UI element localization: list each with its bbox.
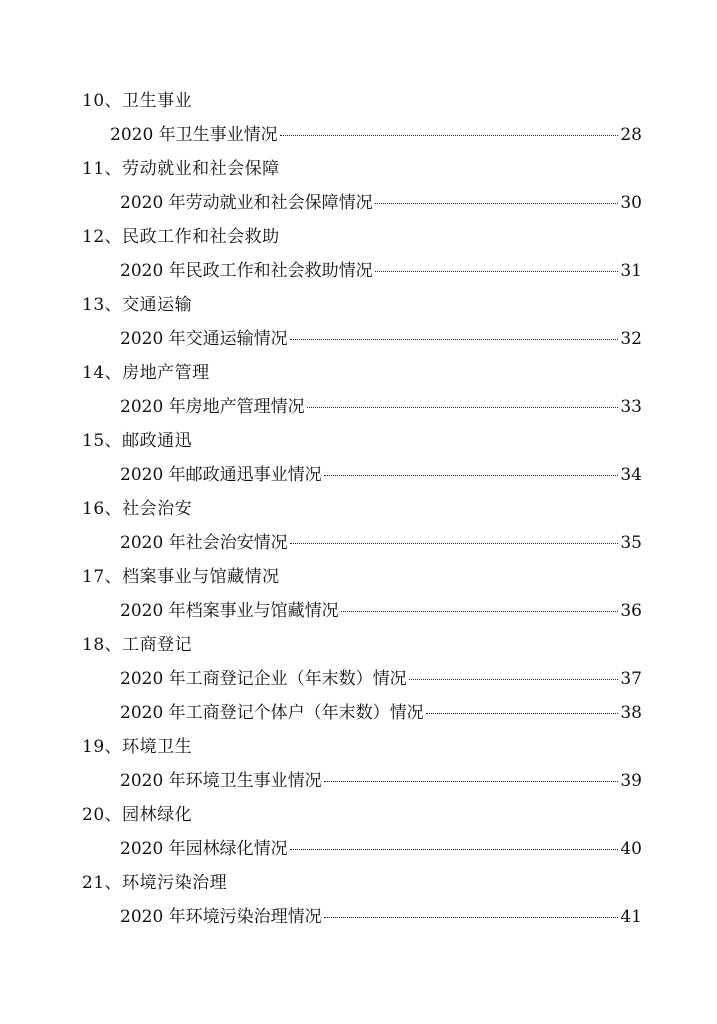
dot-leader xyxy=(375,271,619,272)
toc-entry[interactable] xyxy=(82,696,642,730)
toc-heading: 21、环境污染治理 xyxy=(82,873,228,893)
toc-page-number: 30 xyxy=(620,193,642,213)
toc-section-16 xyxy=(82,492,642,560)
toc-page-number: 36 xyxy=(620,601,642,621)
toc-section-14 xyxy=(82,356,642,424)
dot-leader xyxy=(324,475,619,476)
dot-leader xyxy=(341,611,619,612)
toc-section-15 xyxy=(82,424,642,492)
toc-entry-title: 2020 年环境卫生事业情况 xyxy=(120,771,322,791)
toc-entry-title: 2020 年卫生事业情况 xyxy=(110,125,278,145)
toc-entry[interactable] xyxy=(82,662,642,696)
toc-section-19 xyxy=(82,730,642,798)
toc-heading: 18、工商登记 xyxy=(82,635,193,655)
toc-entry-title: 2020 年工商登记个体户（年末数）情况 xyxy=(120,703,424,723)
toc-entry[interactable] xyxy=(82,526,642,560)
toc-heading: 19、环境卫生 xyxy=(82,737,193,757)
toc-entry[interactable] xyxy=(82,900,642,934)
table-of-contents xyxy=(82,84,642,934)
toc-page-number: 38 xyxy=(620,703,642,723)
toc-page-number: 41 xyxy=(620,907,642,927)
toc-entry-title: 2020 年房地产管理情况 xyxy=(120,397,305,417)
toc-entry-title: 2020 年社会治安情况 xyxy=(120,533,288,553)
toc-entry[interactable] xyxy=(82,322,642,356)
toc-heading: 15、邮政通迅 xyxy=(82,431,193,451)
toc-section-18 xyxy=(82,628,642,730)
toc-section-21 xyxy=(82,866,642,934)
toc-entry-title: 2020 年园林绿化情况 xyxy=(120,839,288,859)
toc-page-number: 28 xyxy=(620,125,642,145)
toc-entry[interactable] xyxy=(82,186,642,220)
toc-entry-title: 2020 年工商登记企业（年末数）情况 xyxy=(120,669,407,689)
toc-entry[interactable] xyxy=(82,832,642,866)
toc-entry-title: 2020 年环境污染治理情况 xyxy=(120,907,322,927)
dot-leader xyxy=(324,781,619,782)
toc-entry-title: 2020 年档案事业与馆藏情况 xyxy=(120,601,339,621)
dot-leader xyxy=(290,849,619,850)
toc-entry[interactable] xyxy=(82,390,642,424)
toc-entry[interactable] xyxy=(82,764,642,798)
toc-page-number: 32 xyxy=(620,329,642,349)
toc-section-10 xyxy=(82,84,642,152)
toc-section-20 xyxy=(82,798,642,866)
toc-page-number: 31 xyxy=(620,261,642,281)
toc-page-number: 40 xyxy=(620,839,642,859)
dot-leader xyxy=(426,713,619,714)
dot-leader xyxy=(375,203,619,204)
toc-heading: 12、民政工作和社会救助 xyxy=(82,227,280,247)
toc-entry[interactable] xyxy=(82,118,642,152)
toc-entry-title: 2020 年交通运输情况 xyxy=(120,329,288,349)
toc-entry[interactable] xyxy=(82,254,642,288)
dot-leader xyxy=(307,407,619,408)
toc-heading: 14、房地产管理 xyxy=(82,363,210,383)
toc-page-number: 33 xyxy=(620,397,642,417)
toc-page-number: 39 xyxy=(620,771,642,791)
toc-entry-title: 2020 年劳动就业和社会保障情况 xyxy=(120,193,373,213)
dot-leader xyxy=(290,339,619,340)
toc-section-17 xyxy=(82,560,642,628)
toc-heading: 16、社会治安 xyxy=(82,499,193,519)
toc-entry-title: 2020 年邮政通迅事业情况 xyxy=(120,465,322,485)
toc-section-13 xyxy=(82,288,642,356)
toc-heading: 13、交通运输 xyxy=(82,295,193,315)
dot-leader xyxy=(280,135,619,136)
toc-page-number: 34 xyxy=(620,465,642,485)
dot-leader xyxy=(409,679,619,680)
toc-entry-title: 2020 年民政工作和社会救助情况 xyxy=(120,261,373,281)
toc-entry[interactable] xyxy=(82,458,642,492)
dot-leader xyxy=(290,543,619,544)
toc-entry[interactable] xyxy=(82,594,642,628)
toc-heading: 10、卫生事业 xyxy=(82,91,193,111)
toc-page-number: 35 xyxy=(620,533,642,553)
toc-section-12 xyxy=(82,220,642,288)
toc-page-number: 37 xyxy=(620,669,642,689)
toc-heading: 17、档案事业与馆藏情况 xyxy=(82,567,280,587)
dot-leader xyxy=(324,917,619,918)
toc-heading: 11、劳动就业和社会保障 xyxy=(82,159,280,179)
toc-heading: 20、园林绿化 xyxy=(82,805,193,825)
toc-section-11 xyxy=(82,152,642,220)
